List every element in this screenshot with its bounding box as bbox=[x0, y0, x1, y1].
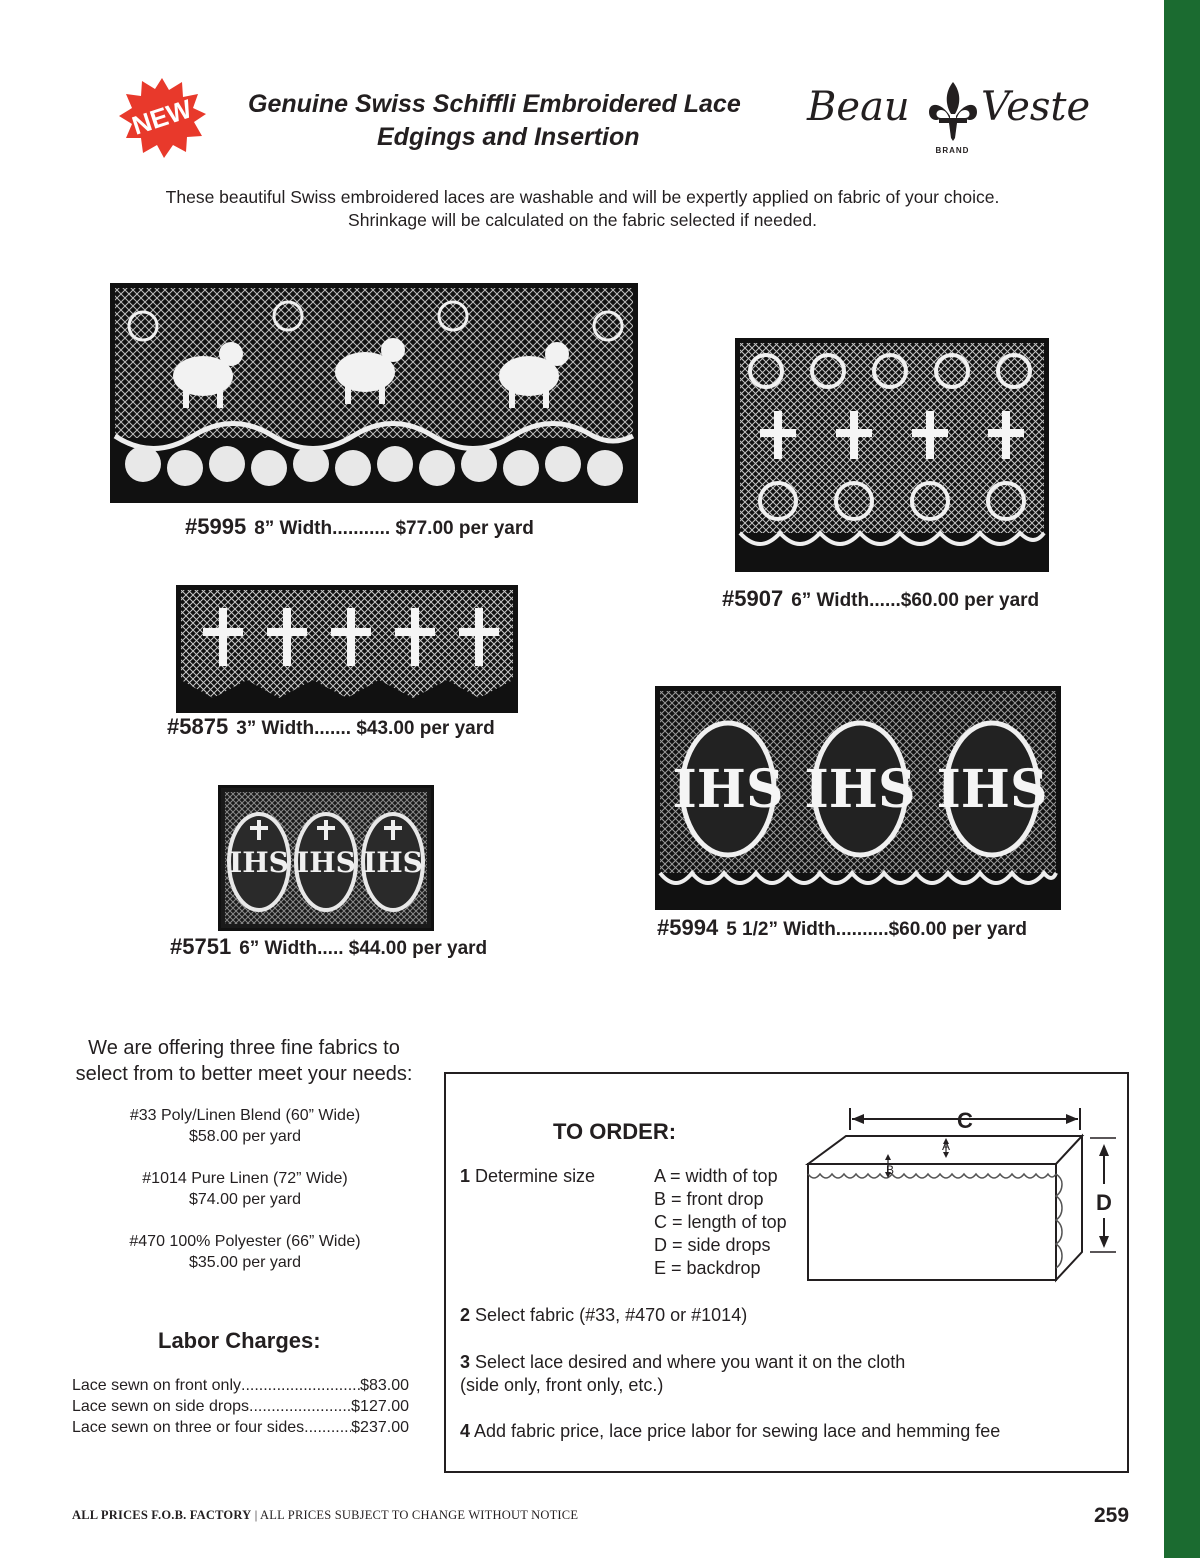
fabric-price: $58.00 per yard bbox=[188, 1128, 302, 1145]
footer-right: ALL PRICES SUBJECT TO CHANGE WITHOUT NOTICE bbox=[260, 1508, 579, 1522]
order-step-2 bbox=[460, 1304, 747, 1327]
lace-image-5907 bbox=[735, 338, 1049, 572]
order-step-3 bbox=[460, 1351, 905, 1374]
labor-label: Lace sewn on front only bbox=[72, 1377, 241, 1394]
fabric-name: #470 100% Polyester (66” Wide) bbox=[129, 1233, 361, 1250]
svg-text:IHS: IHS bbox=[936, 759, 1048, 820]
page-number: 259 bbox=[1094, 1504, 1130, 1527]
step-number: 1 bbox=[460, 1166, 471, 1186]
footer-separator: | bbox=[254, 1508, 258, 1522]
fabric-price: $35.00 per yard bbox=[188, 1254, 302, 1271]
side-color-bar bbox=[1164, 0, 1200, 1558]
ihs-icon bbox=[672, 759, 1047, 820]
order-step-3-note: (side only, front only, etc.) bbox=[460, 1375, 664, 1395]
fabrics-intro-line-1: We are offering three fine fabrics to bbox=[88, 1037, 400, 1059]
product-caption-5907 bbox=[722, 586, 1039, 612]
product-number: #5875 bbox=[167, 714, 229, 739]
size-legend-e: E = backdrop bbox=[654, 1258, 761, 1278]
size-legend-a: A = width of top bbox=[654, 1166, 778, 1186]
labor-charges-title: Labor Charges: bbox=[158, 1328, 321, 1353]
labor-row bbox=[72, 1418, 409, 1438]
svg-text:IHS: IHS bbox=[804, 759, 916, 820]
step-text: Determine size bbox=[475, 1166, 596, 1186]
order-title: TO ORDER: bbox=[553, 1119, 677, 1144]
fleur-de-lis-icon bbox=[925, 80, 981, 142]
logo-word-veste: Veste bbox=[981, 84, 1091, 130]
beau-veste-logo bbox=[805, 80, 1091, 160]
new-badge bbox=[116, 76, 208, 160]
fabric-name: #33 Poly/Linen Blend (60” Wide) bbox=[129, 1107, 361, 1124]
step-text: Select fabric (#33, #470 or #1014) bbox=[475, 1305, 748, 1325]
lace-image-5751 bbox=[218, 785, 434, 931]
step-number: 4 bbox=[460, 1421, 471, 1441]
intro-line-2: Shrinkage will be calculated on the fabric selected if needed. bbox=[348, 210, 817, 230]
order-step-1 bbox=[460, 1165, 595, 1188]
size-legend-b: B = front drop bbox=[654, 1189, 764, 1209]
page-title-line-1: Genuine Swiss Schiffli Embroidered Lace bbox=[248, 90, 741, 118]
labor-row bbox=[72, 1397, 409, 1417]
ihs-icon bbox=[229, 846, 423, 879]
product-caption-5751 bbox=[170, 934, 487, 960]
intro-text bbox=[100, 186, 1065, 232]
diagram-label-a: A bbox=[941, 1139, 951, 1153]
footer-notice bbox=[72, 1508, 578, 1523]
fabric-price: $74.00 per yard bbox=[188, 1191, 302, 1208]
product-detail: 5 1/2” Width..........$60.00 per yard bbox=[726, 919, 1027, 940]
order-step-4 bbox=[460, 1420, 1000, 1443]
svg-text:IHS: IHS bbox=[363, 846, 423, 879]
labor-label: Lace sewn on three or four sides bbox=[72, 1419, 305, 1436]
fabrics-intro bbox=[60, 1035, 428, 1087]
step-number: 2 bbox=[460, 1305, 471, 1325]
diagram-label-d: D bbox=[1096, 1190, 1112, 1215]
footer-left: ALL PRICES F.O.B. FACTORY bbox=[72, 1508, 252, 1522]
size-legend-c: C = length of top bbox=[654, 1212, 787, 1232]
product-detail: 3” Width....... $43.00 per yard bbox=[236, 718, 495, 739]
product-number: #5995 bbox=[185, 514, 247, 539]
product-number: #5994 bbox=[657, 915, 719, 940]
intro-line-1: These beautiful Swiss embroidered laces are washable and will be expertly applied on fabric of your choice. bbox=[165, 187, 1000, 207]
page-title-line-2: Edgings and Insertion bbox=[377, 123, 640, 151]
step-number: 3 bbox=[460, 1352, 471, 1372]
diagram-label-c: C bbox=[957, 1108, 973, 1133]
labor-price: $83.00 bbox=[360, 1377, 409, 1394]
labor-price: $127.00 bbox=[351, 1398, 409, 1415]
labor-price: $237.00 bbox=[351, 1419, 409, 1436]
product-caption-5994 bbox=[657, 915, 1027, 941]
logo-brand-tag: BRAND bbox=[935, 146, 970, 155]
new-badge-label: NEW bbox=[128, 93, 196, 141]
fabric-item bbox=[90, 1231, 400, 1273]
altar-diagram-icon bbox=[800, 1100, 1130, 1295]
step-text: Select lace desired and where you want it on the cloth bbox=[475, 1352, 906, 1372]
lace-image-5995 bbox=[110, 283, 638, 503]
product-detail: 8” Width........... $77.00 per yard bbox=[254, 518, 534, 539]
svg-text:IHS: IHS bbox=[296, 846, 356, 879]
product-number: #5907 bbox=[722, 586, 784, 611]
lace-image-5994 bbox=[655, 686, 1061, 910]
fabric-item bbox=[90, 1168, 400, 1210]
product-detail: 6” Width..... $44.00 per yard bbox=[239, 938, 488, 959]
size-legend-d: D = side drops bbox=[654, 1235, 771, 1255]
lace-image-5875 bbox=[176, 585, 518, 713]
product-caption-5875 bbox=[167, 714, 495, 740]
diagram-label-b: B bbox=[885, 1163, 895, 1177]
step-text: Add fabric price, lace price labor for sewing lace and hemming fee bbox=[474, 1421, 1001, 1441]
altar-cloth-diagram bbox=[800, 1100, 1130, 1295]
product-number: #5751 bbox=[170, 934, 232, 959]
svg-text:IHS: IHS bbox=[672, 759, 784, 820]
fabric-name: #1014 Pure Linen (72” Wide) bbox=[142, 1170, 348, 1187]
fabrics-intro-line-2: select from to better meet your needs: bbox=[75, 1063, 413, 1085]
labor-label: Lace sewn on side drops bbox=[72, 1398, 249, 1415]
logo-word-beau: Beau bbox=[807, 84, 910, 130]
product-caption-5995 bbox=[185, 514, 534, 540]
product-detail: 6” Width......$60.00 per yard bbox=[791, 590, 1040, 611]
svg-text:IHS: IHS bbox=[229, 846, 289, 879]
labor-row bbox=[72, 1376, 409, 1396]
fabric-item bbox=[90, 1105, 400, 1147]
